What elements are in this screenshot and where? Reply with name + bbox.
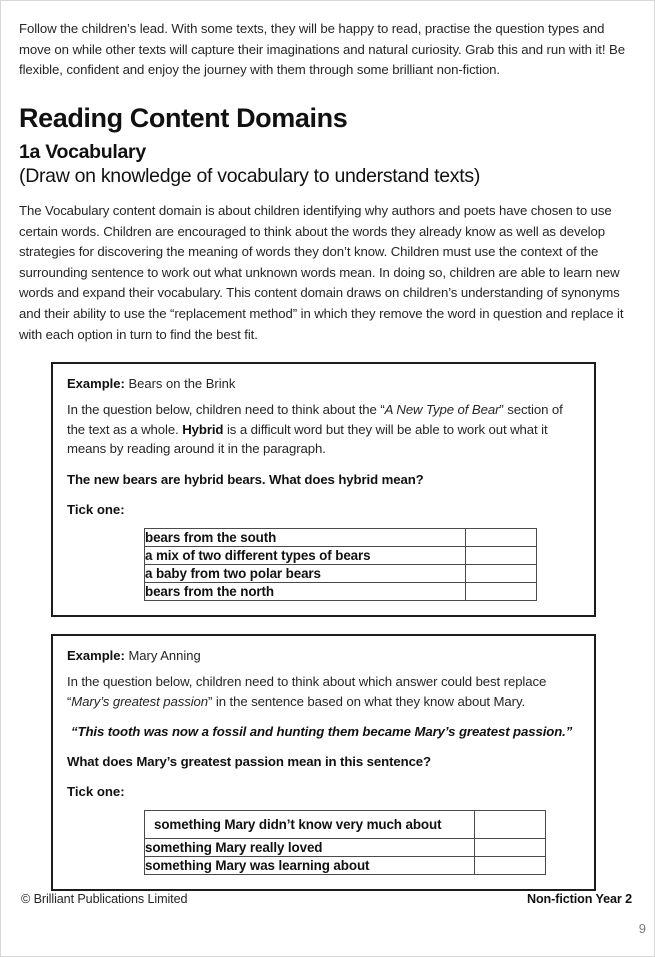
option-tick-box[interactable] [475,839,546,857]
example-1-body-part-3: is a difficult word but they will be able to work out what it means by reading around it in the paragraph. [67,421,548,457]
example-1-body [67,400,580,459]
table-row [145,547,537,565]
example-1-options-table [144,528,537,601]
option-tick-box[interactable] [466,565,537,583]
option-tick-box[interactable] [466,583,537,601]
example-2-tick-label: Tick one: [67,784,125,800]
example-1-question: The new bears are hybrid bears. What does hybrid mean? [67,472,424,487]
section-subheading-vocabulary: (Draw on knowledge of vocabulary to understand texts) [19,164,481,187]
option-label: bears from the north [145,583,466,601]
example-1-label: Example: [67,376,125,392]
table-row [145,857,546,875]
example-box-bears [51,362,596,617]
description-paragraph: The Vocabulary content domain is about children identifying why authors and poets have chosen to use certain words. Children are encouraged to think about the words they already know as well as develop strategies for discovering the meaning of words they don’t know. Children must use the context of the surrounding sentence to work out what unknown words mean. In doing so, children are able to learn new words and expand their vocabulary. This content domain draws on children’s understanding of synonyms and their ability to use the “replacement method” in which they remove the word in question and replace it with each option in turn to find the best fit. [19,203,624,342]
option-label: something Mary was learning about [145,857,475,875]
intro-paragraph: Follow the children’s lead. With some texts, they will be happy to read, practise the question types and move on while other texts will capture their imaginations and natural curiosity. Grab this and run with it! Be flexible, confident and enjoy the journey with them through some brilliant non-fiction. [19,21,625,78]
book-title-text: Non-fiction Year 2 [526,892,632,906]
option-tick-box[interactable] [475,857,546,875]
page-title: Reading Content Domains [19,102,348,133]
section-heading-vocabulary: 1a Vocabulary [19,141,146,164]
copyright-text: © Brilliant Publications Limited [21,892,188,906]
example-1-body-part-1: In the question below, children need to think about the “ [67,402,385,418]
example-box-mary-anning [51,634,596,891]
example-2-options-table [144,810,546,875]
option-label: a mix of two different types of bears [145,547,466,565]
option-label: a baby from two polar bears [145,565,466,583]
example-1-title-line [67,375,580,392]
page-footer [19,892,636,914]
example-2-body-part-1: In the question below, children need to think about which answer could best replace “ [67,674,547,709]
example-1-tick-label: Tick one: [67,502,125,517]
example-2-body-italic: Mary’s greatest passion [71,693,209,709]
example-2-title: Mary Anning [128,648,201,663]
example-2-body [67,672,580,711]
table-row [145,811,546,839]
example-2-label: Example: [67,648,125,663]
option-label: something Mary didn’t know very much about [145,811,475,839]
table-row [145,565,537,583]
example-1-title: Bears on the Brink [128,376,236,392]
option-tick-box[interactable] [466,547,537,565]
option-label: something Mary really loved [145,839,475,857]
example-2-question: What does Mary’s greatest passion mean in this sentence? [67,754,431,770]
option-tick-box[interactable] [466,529,537,547]
table-row [145,839,546,857]
example-2-quote: “This tooth was now a fossil and hunting them became Mary’s greatest passion.” [71,724,573,740]
example-1-body-italic: A New Type of Bear [384,402,500,418]
page-content [19,19,638,891]
example-2-title-line [67,647,580,664]
page-number: 9 [638,921,646,936]
example-1-body-bold: Hybrid [182,421,224,437]
option-tick-box[interactable] [475,811,546,839]
option-label: bears from the south [145,529,466,547]
table-row [145,529,537,547]
example-2-body-part-2: ” in the sentence based on what they know about Mary. [208,693,526,709]
example-1-body-part-2: ” section of the text as a whole. [67,402,563,437]
table-row [145,583,537,601]
